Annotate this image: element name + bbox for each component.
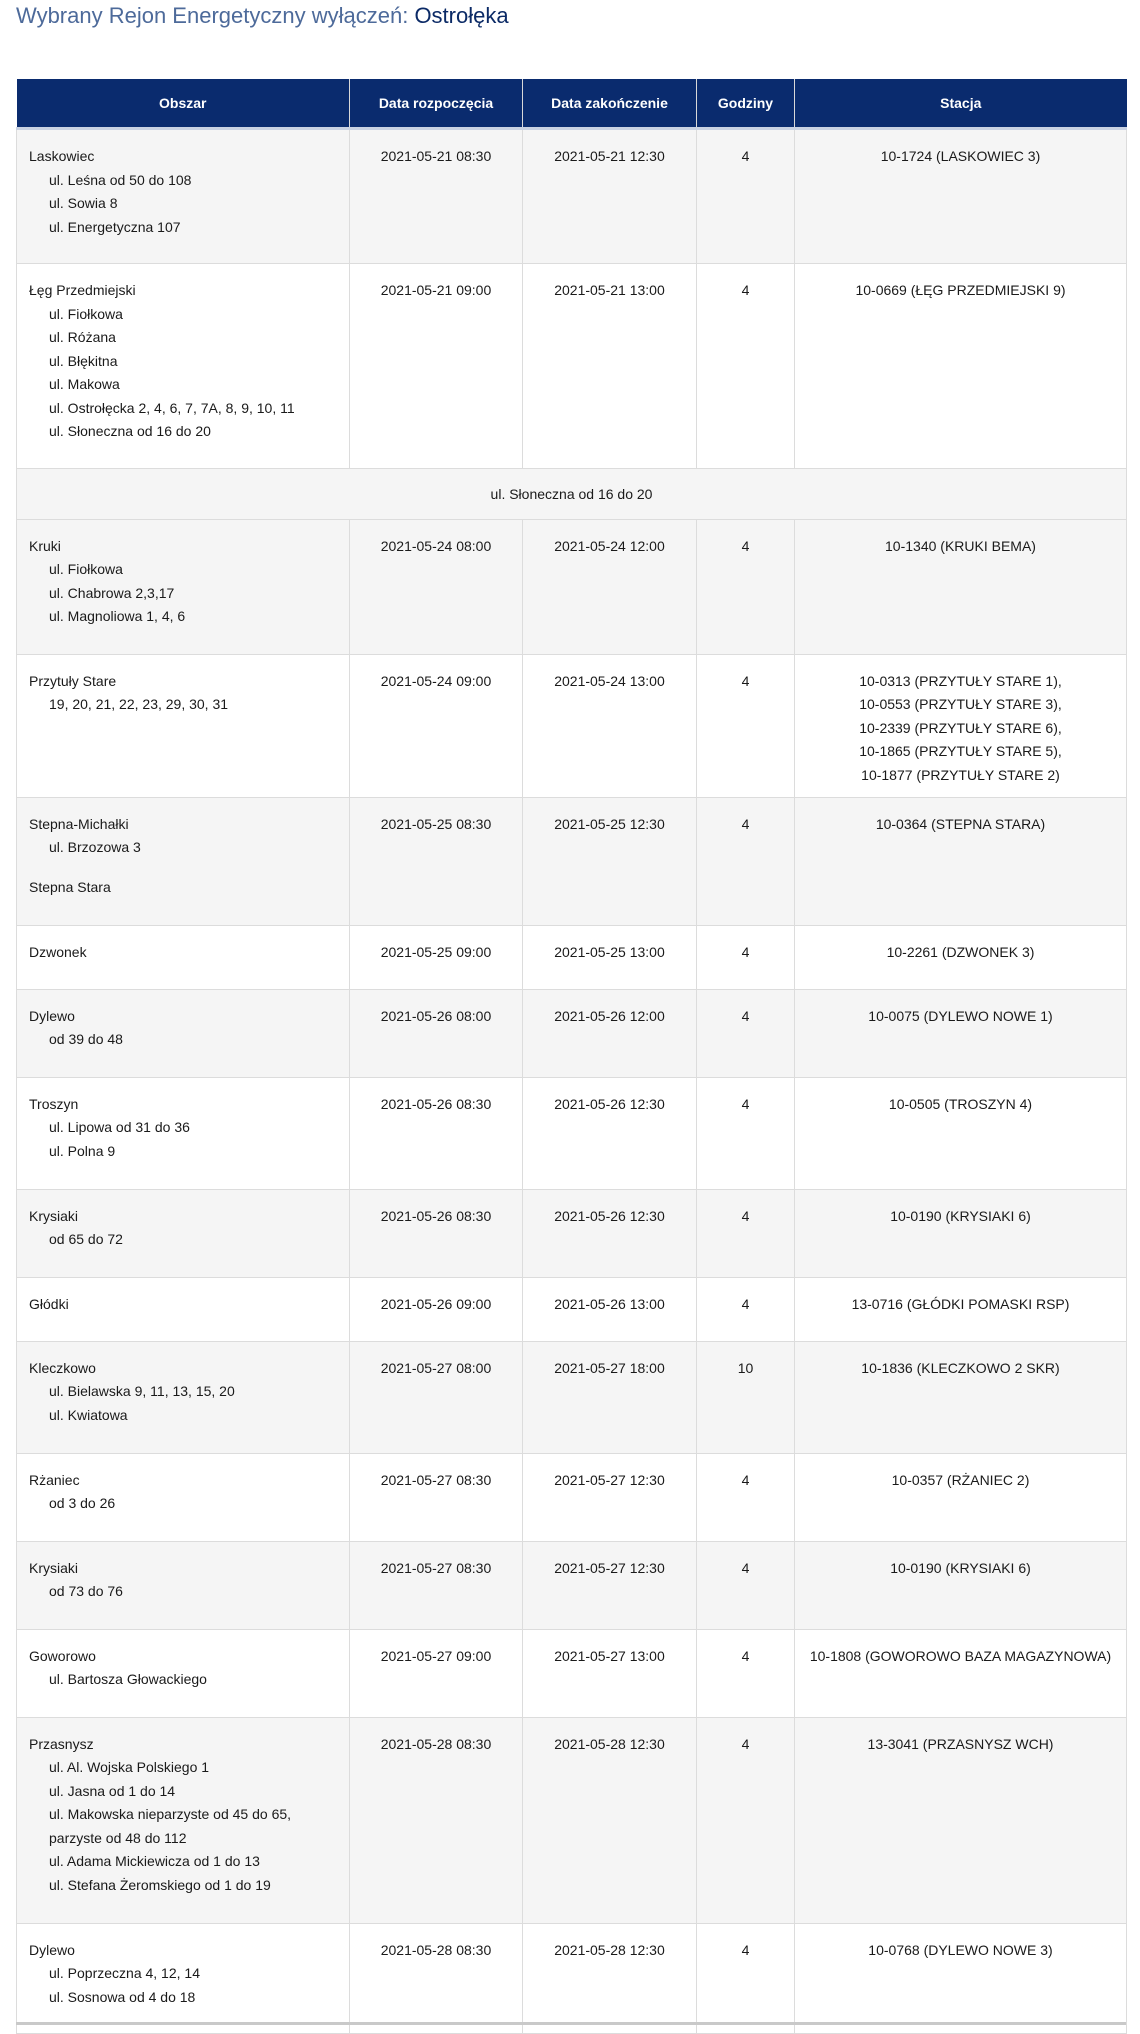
- hours-cell: 4: [697, 797, 795, 925]
- station-line: 10-1877 (PRZYTUŁY STARE 2): [861, 766, 1060, 783]
- area-name: Stepna-Michałki: [29, 815, 129, 832]
- end-date-cell: 2021-05-26 13:00: [523, 1277, 697, 1341]
- area-cell: [17, 654, 350, 797]
- area-cell: [17, 1629, 350, 1717]
- header-start-date: Data rozpoczęcia: [350, 79, 523, 129]
- area-street-line: od 65 do 72: [49, 1231, 123, 1247]
- page-title: [16, 2, 509, 30]
- start-date-cell: 2021-05-26 08:30: [350, 1189, 523, 1277]
- selected-region: Ostrołęka: [414, 3, 509, 28]
- hours-cell: 4: [697, 925, 795, 989]
- area-cell: [17, 1341, 350, 1453]
- hours-cell: 4: [697, 1277, 795, 1341]
- station-line: 10-0357 (RŻANIEC 2): [891, 1471, 1030, 1488]
- area-name: Kruki: [29, 537, 61, 554]
- station-line: 10-1340 (KRUKI BEMA): [885, 537, 1036, 554]
- area-cell: [17, 1923, 350, 2033]
- area-cell: [17, 925, 350, 989]
- start-date-cell: 2021-05-25 09:00: [350, 925, 523, 989]
- end-date-cell: 2021-05-21 12:30: [523, 129, 697, 264]
- end-date-cell: 2021-05-26 12:00: [523, 989, 697, 1077]
- start-date-cell: 2021-05-25 08:30: [350, 797, 523, 925]
- area-street-line: ul. Bielawska 9, 11, 13, 15, 20: [49, 1383, 235, 1399]
- start-date-cell: 2021-05-26 08:30: [350, 1077, 523, 1189]
- hours-cell: 4: [697, 519, 795, 654]
- area-street-line: ul. Sosnowa od 4 do 18: [49, 1988, 196, 2005]
- outages-table: [16, 79, 1127, 2034]
- end-date-cell: 2021-05-28 12:30: [523, 1717, 697, 1923]
- table-row: [17, 1541, 1127, 1629]
- hours-cell: 4: [697, 264, 795, 469]
- area-spacer: [29, 860, 337, 876]
- area-street-line: ul. Brzozowa 3: [49, 839, 141, 855]
- hours-cell: 4: [697, 1453, 795, 1541]
- start-date-cell: 2021-05-28 08:30: [350, 1923, 523, 2033]
- table-row: [17, 1453, 1127, 1541]
- start-date-cell: 2021-05-24 09:00: [350, 654, 523, 797]
- area-cell: [17, 1189, 350, 1277]
- station-line: 10-2339 (PRZYTUŁY STARE 6),: [859, 719, 1062, 736]
- table-row: [17, 129, 1127, 264]
- hours-cell: 10: [697, 1341, 795, 1453]
- station-cell: [795, 1077, 1127, 1189]
- area-cell: [17, 1077, 350, 1189]
- area-street-line: ul. Błękitna: [49, 352, 118, 369]
- station-cell: [795, 989, 1127, 1077]
- end-date-cell: 2021-05-21 13:00: [523, 264, 697, 469]
- station-line: 10-0075 (DYLEWO NOWE 1): [868, 1007, 1053, 1024]
- table-bottom-border: [16, 2022, 1126, 2025]
- area-street-line: ul. Słoneczna od 16 do 20: [49, 423, 211, 439]
- station-line: 10-2261 (DZWONEK 3): [886, 943, 1035, 960]
- end-date-cell: 2021-05-26 12:30: [523, 1189, 697, 1277]
- area-name: Krysiaki: [29, 1559, 79, 1576]
- area-street-line: ul. Sowia 8: [49, 195, 118, 211]
- station-line: 10-0768 (DYLEWO NOWE 3): [868, 1941, 1053, 1958]
- area-name: Rżaniec: [29, 1471, 80, 1488]
- station-line: 10-0190 (KRYSIAKI 6): [890, 1207, 1031, 1224]
- station-cell: [795, 264, 1127, 469]
- station-cell: [795, 1277, 1127, 1341]
- area-cell: [17, 519, 350, 654]
- area-name: Przytuły Stare: [29, 672, 117, 689]
- table-header-row: [17, 79, 1127, 129]
- station-line: 10-1724 (LASKOWIEC 3): [880, 148, 1041, 164]
- station-line: 10-0669 (ŁĘG PRZEDMIEJSKI 9): [855, 282, 1066, 298]
- station-cell: [795, 519, 1127, 654]
- hours-cell: 4: [697, 129, 795, 264]
- station-line: 10-1808 (GOWOROWO BAZA MAGAZYNOWA): [809, 1647, 1112, 1664]
- end-date-cell: 2021-05-25 13:00: [523, 925, 697, 989]
- area-street-line: od 39 do 48: [49, 1031, 123, 1047]
- end-date-cell: 2021-05-24 12:00: [523, 519, 697, 654]
- area-name: Troszyn: [29, 1095, 79, 1112]
- hours-cell: 4: [697, 654, 795, 797]
- start-date-cell: 2021-05-27 08:00: [350, 1341, 523, 1453]
- note-cell: ul. Słoneczna od 16 do 20: [17, 469, 1127, 520]
- end-date-cell: 2021-05-25 12:30: [523, 797, 697, 925]
- area-cell: [17, 797, 350, 925]
- area-street-line: ul. Bartosza Głowackiego: [49, 1671, 207, 1687]
- area-street-line: ul. Magnoliowa 1, 4, 6: [49, 608, 186, 624]
- area-cell: [17, 1453, 350, 1541]
- table-row: [17, 1923, 1127, 2033]
- table-row: [17, 989, 1127, 1077]
- area-street-line: ul. Energetyczna 107: [49, 218, 181, 235]
- station-cell: [795, 925, 1127, 989]
- end-date-cell: 2021-05-27 18:00: [523, 1341, 697, 1453]
- table-row: [17, 519, 1127, 654]
- area-name: Kleczkowo: [29, 1359, 96, 1376]
- start-date-cell: 2021-05-27 08:30: [350, 1453, 523, 1541]
- station-cell: [795, 797, 1127, 925]
- area-name: Dylewo: [29, 1007, 75, 1024]
- area-cell: [17, 1717, 350, 1923]
- start-date-cell: 2021-05-21 09:00: [350, 264, 523, 469]
- area-street-line: ul. Różana: [49, 329, 116, 345]
- start-date-cell: 2021-05-26 08:00: [350, 989, 523, 1077]
- start-date-cell: 2021-05-24 08:00: [350, 519, 523, 654]
- area-street-line: ul. Stefana Żeromskiego od 1 do 19: [49, 1876, 271, 1893]
- table-row: [17, 1189, 1127, 1277]
- table-note-row: [17, 469, 1127, 520]
- area-street-line: od 3 do 26: [49, 1495, 116, 1511]
- station-line: 10-0364 (STEPNA STARA): [875, 815, 1046, 832]
- area-street-line: ul. Kwiatowa: [49, 1406, 128, 1423]
- area-street-line: 19, 20, 21, 22, 23, 29, 30, 31: [49, 696, 229, 712]
- area-street-line: ul. Ostrołęcka 2, 4, 6, 7, 7A, 8, 9, 10, 11: [49, 399, 295, 416]
- area-street-line: ul. Fiołkowa: [49, 305, 123, 322]
- area-street-line: ul. Fiołkowa: [49, 561, 123, 577]
- area-cell: [17, 1277, 350, 1341]
- header-station: Stacja: [795, 79, 1127, 129]
- area-street-line: ul. Chabrowa 2,3,17: [49, 584, 175, 601]
- station-line: 10-1865 (PRZYTUŁY STARE 5),: [859, 743, 1062, 759]
- end-date-cell: 2021-05-26 12:30: [523, 1077, 697, 1189]
- station-line: 10-1836 (KLECZKOWO 2 SKR): [861, 1359, 1060, 1376]
- area-name: Głódki: [29, 1295, 69, 1312]
- area-street-line: ul. Makowska nieparzyste od 45 do 65,: [49, 1806, 292, 1822]
- hours-cell: 4: [697, 1077, 795, 1189]
- hours-cell: 4: [697, 1541, 795, 1629]
- area-cell: [17, 129, 350, 264]
- table-row: [17, 1077, 1127, 1189]
- area-street-line: ul. Leśna od 50 do 108: [49, 171, 192, 188]
- area-name: Dylewo: [29, 1941, 75, 1958]
- area-name: Stepna Stara: [29, 878, 111, 895]
- area-name: Goworowo: [29, 1647, 96, 1664]
- start-date-cell: 2021-05-28 08:30: [350, 1717, 523, 1923]
- area-street-line: ul. Poprzeczna 4, 12, 14: [49, 1965, 200, 1981]
- table-row: [17, 1341, 1127, 1453]
- end-date-cell: 2021-05-28 12:30: [523, 1923, 697, 2033]
- station-cell: [795, 1189, 1127, 1277]
- area-cell: [17, 1541, 350, 1629]
- area-street-line: ul. Jasna od 1 do 14: [49, 1782, 176, 1799]
- table-body: [17, 129, 1127, 2034]
- area-street-line: ul. Lipowa od 31 do 36: [49, 1119, 190, 1135]
- station-cell: [795, 1717, 1127, 1923]
- start-date-cell: 2021-05-21 08:30: [350, 129, 523, 264]
- table-row: [17, 797, 1127, 925]
- station-line: 10-0190 (KRYSIAKI 6): [890, 1559, 1031, 1576]
- table-row: [17, 1629, 1127, 1717]
- header-area: Obszar: [17, 79, 350, 129]
- area-street-line: ul. Al. Wojska Polskiego 1: [49, 1759, 210, 1775]
- table-row: [17, 925, 1127, 989]
- station-cell: [795, 1453, 1127, 1541]
- hours-cell: 4: [697, 1923, 795, 2033]
- area-street-line: od 73 do 76: [49, 1583, 123, 1599]
- hours-cell: 4: [697, 989, 795, 1077]
- end-date-cell: 2021-05-27 12:30: [523, 1453, 697, 1541]
- station-cell: [795, 1341, 1127, 1453]
- area-street-line: ul. Adama Mickiewicza od 1 do 13: [49, 1853, 260, 1869]
- area-cell: [17, 989, 350, 1077]
- area-name: Przasnysz: [29, 1735, 94, 1752]
- area-cell: [17, 264, 350, 469]
- table-row: [17, 264, 1127, 469]
- area-street-line: ul. Polna 9: [49, 1142, 116, 1159]
- station-line: 13-3041 (PRZASNYSZ WCH): [867, 1735, 1054, 1752]
- hours-cell: 4: [697, 1717, 795, 1923]
- area-name: Krysiaki: [29, 1207, 79, 1224]
- area-name: Laskowiec: [29, 148, 95, 164]
- station-cell: [795, 1541, 1127, 1629]
- end-date-cell: 2021-05-24 13:00: [523, 654, 697, 797]
- table-row: [17, 654, 1127, 797]
- station-cell: [795, 129, 1127, 264]
- area-name: Dzwonek: [29, 943, 87, 960]
- page-title-prefix: Wybrany Rejon Energetyczny wyłączeń:: [16, 3, 409, 28]
- header-hours: Godziny: [697, 79, 795, 129]
- end-date-cell: 2021-05-27 13:00: [523, 1629, 697, 1717]
- end-date-cell: 2021-05-27 12:30: [523, 1541, 697, 1629]
- table-row: [17, 1277, 1127, 1341]
- area-street-line: parzyste od 48 do 112: [49, 1829, 187, 1846]
- station-cell: [795, 1923, 1127, 2033]
- station-line: 10-0505 (TROSZYN 4): [888, 1095, 1033, 1112]
- area-street-line: ul. Makowa: [49, 376, 120, 392]
- station-line: 13-0716 (GŁÓDKI POMASKI RSP): [851, 1295, 1070, 1312]
- station-cell: [795, 1629, 1127, 1717]
- start-date-cell: 2021-05-26 09:00: [350, 1277, 523, 1341]
- station-line: 10-0313 (PRZYTUŁY STARE 1),: [859, 672, 1062, 689]
- area-name: Łęg Przedmiejski: [29, 282, 136, 298]
- hours-cell: 4: [697, 1629, 795, 1717]
- station-line: 10-0553 (PRZYTUŁY STARE 3),: [859, 696, 1062, 712]
- table-row: [17, 1717, 1127, 1923]
- start-date-cell: 2021-05-27 09:00: [350, 1629, 523, 1717]
- header-end-date: Data zakończenie: [523, 79, 697, 129]
- hours-cell: 4: [697, 1189, 795, 1277]
- station-cell: [795, 654, 1127, 797]
- start-date-cell: 2021-05-27 08:30: [350, 1541, 523, 1629]
